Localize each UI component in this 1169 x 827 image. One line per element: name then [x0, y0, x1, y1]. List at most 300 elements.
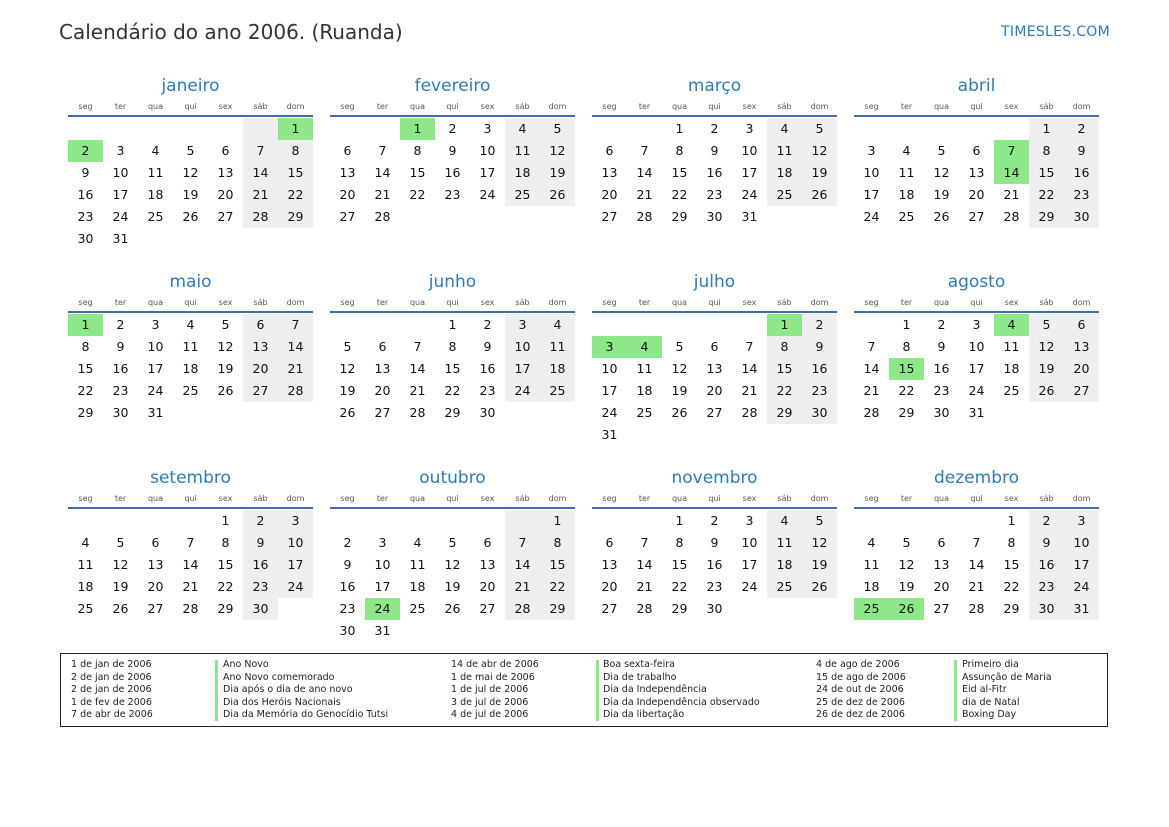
empty-day-cell [994, 118, 1029, 140]
holiday-legend [60, 653, 1108, 727]
weekday-label: sex [480, 494, 495, 503]
day-cell: 14 [374, 165, 391, 180]
day-cell: 27 [1064, 380, 1099, 402]
day-cell: 28 [863, 405, 880, 420]
weekday-label: seg [602, 102, 617, 111]
day-cell: 21 [278, 358, 313, 380]
legend-names-column-2 [603, 659, 760, 722]
legend-holiday-marker [596, 660, 599, 721]
day-cell: 16 [77, 187, 94, 202]
day-cell: 31 [741, 209, 758, 224]
day-cell: 30 [112, 405, 129, 420]
weekday-label: qui [446, 298, 459, 307]
weekday-header [592, 98, 837, 117]
month-fevereiro [330, 74, 575, 228]
legend-date: 25 de dez de 2006 [816, 696, 905, 708]
day-cell: 15 [217, 557, 234, 572]
day-cell: 9 [710, 535, 719, 550]
day-grid [68, 509, 313, 620]
day-cell: 25 [182, 383, 199, 398]
empty-day-cell [592, 118, 627, 140]
holiday-day-cell: 25 [854, 598, 889, 620]
legend-date: 1 de mai de 2006 [451, 671, 535, 683]
day-cell: 21 [182, 579, 199, 594]
day-cell: 26 [112, 601, 129, 616]
day-cell: 24 [601, 405, 618, 420]
day-cell: 16 [339, 579, 356, 594]
day-cell: 22 [671, 187, 688, 202]
day-cell: 10 [601, 361, 618, 376]
day-cell: 25 [77, 601, 94, 616]
day-cell: 14 [505, 554, 540, 576]
day-cell: 17 [479, 165, 496, 180]
weekday-label: seg [78, 102, 93, 111]
day-cell: 22 [1003, 579, 1020, 594]
empty-day-cell [208, 118, 243, 140]
holiday-day-cell: 15 [889, 358, 924, 380]
day-cell: 18 [767, 554, 802, 576]
holiday-day-cell: 1 [400, 118, 435, 140]
day-cell: 6 [1064, 314, 1099, 336]
day-cell: 6 [710, 339, 719, 354]
weekday-label: ter [376, 494, 389, 503]
weekday-label: qua [409, 102, 426, 111]
day-cell: 24 [968, 383, 985, 398]
day-cell: 22 [409, 187, 426, 202]
day-cell: 30 [243, 598, 278, 620]
day-cell: 12 [339, 361, 356, 376]
day-cell: 30 [1029, 598, 1064, 620]
weekday-label: sex [480, 102, 495, 111]
day-cell: 24 [1064, 576, 1099, 598]
day-cell: 19 [1029, 358, 1064, 380]
month-name: junho [428, 272, 477, 292]
day-cell: 16 [933, 361, 950, 376]
legend-names-column-3 [962, 659, 1052, 722]
day-cell: 5 [540, 118, 575, 140]
day-cell: 10 [278, 532, 313, 554]
empty-day-cell [959, 118, 994, 140]
weekday-label: dom [286, 494, 305, 503]
day-cell: 7 [378, 143, 387, 158]
month-name: agosto [947, 272, 1006, 292]
weekday-label: seg [340, 102, 355, 111]
day-cell: 4 [81, 535, 90, 550]
holiday-day-cell: 4 [994, 314, 1029, 336]
empty-day-cell [889, 510, 924, 532]
empty-day-cell [627, 118, 662, 140]
day-cell: 20 [243, 358, 278, 380]
day-cell: 13 [1064, 336, 1099, 358]
day-cell: 22 [217, 579, 234, 594]
brand-logo[interactable]: TIMESLES.COM [1001, 24, 1110, 40]
day-cell: 2 [710, 513, 719, 528]
day-cell: 10 [479, 143, 496, 158]
empty-day-cell [400, 314, 435, 336]
day-cell: 9 [343, 557, 352, 572]
day-cell: 14 [278, 336, 313, 358]
month-name: julho [693, 272, 736, 292]
weekday-header [854, 490, 1099, 509]
empty-day-cell [697, 314, 732, 336]
day-cell: 29 [767, 402, 802, 424]
legend-holiday-name: Primeiro dia [962, 659, 1019, 670]
day-cell: 12 [444, 557, 461, 572]
empty-day-cell [103, 510, 138, 532]
day-cell: 11 [863, 557, 880, 572]
day-cell: 4 [767, 118, 802, 140]
day-cell: 25 [409, 601, 426, 616]
day-cell: 1 [448, 317, 457, 332]
weekday-label: sex [480, 298, 495, 307]
weekday-label: qua [933, 494, 950, 503]
weekday-label: dom [810, 494, 829, 503]
holiday-day-cell: 4 [627, 336, 662, 358]
day-cell: 26 [540, 184, 575, 206]
day-cell: 28 [741, 405, 758, 420]
day-cell: 31 [147, 405, 164, 420]
day-cell: 8 [1007, 535, 1016, 550]
weekday-label: ter [638, 494, 651, 503]
weekday-label: dom [810, 298, 829, 307]
holiday-day-cell: 14 [994, 162, 1029, 184]
day-grid [330, 117, 575, 228]
weekday-label: qua [409, 298, 426, 307]
day-cell: 8 [540, 532, 575, 554]
legend-dates-column-1 [71, 659, 153, 722]
holiday-day-cell: 24 [365, 598, 400, 620]
day-cell: 17 [741, 557, 758, 572]
day-cell: 22 [278, 184, 313, 206]
day-cell: 2 [343, 535, 352, 550]
day-grid [592, 117, 837, 228]
weekday-label: qui [708, 494, 721, 503]
month-abril [854, 74, 1099, 228]
month-julho [592, 270, 837, 446]
day-cell: 28 [182, 601, 199, 616]
weekday-label: seg [602, 298, 617, 307]
weekday-label: ter [900, 102, 913, 111]
weekday-label: ter [114, 298, 127, 307]
day-cell: 17 [863, 187, 880, 202]
legend-date: 4 de ago de 2006 [816, 659, 900, 670]
day-cell: 1 [1007, 513, 1016, 528]
day-cell: 25 [540, 380, 575, 402]
day-cell: 30 [933, 405, 950, 420]
day-cell: 22 [767, 380, 802, 402]
weekday-label: qua [933, 102, 950, 111]
weekday-label: dom [548, 298, 567, 307]
day-cell: 20 [968, 187, 985, 202]
day-cell: 19 [540, 162, 575, 184]
day-cell: 2 [937, 317, 946, 332]
day-cell: 2 [483, 317, 492, 332]
weekday-label: qua [147, 494, 164, 503]
weekday-label: dom [286, 298, 305, 307]
legend-date: 26 de dez de 2006 [816, 709, 905, 720]
day-cell: 13 [601, 165, 618, 180]
day-cell: 27 [933, 601, 950, 616]
day-cell: 7 [640, 143, 649, 158]
day-cell: 5 [802, 510, 837, 532]
day-cell: 13 [217, 165, 234, 180]
day-grid [68, 117, 313, 250]
day-cell: 8 [675, 535, 684, 550]
weekday-label: ter [114, 102, 127, 111]
day-cell: 28 [1003, 209, 1020, 224]
day-cell: 28 [374, 209, 391, 224]
weekday-label: ter [376, 298, 389, 307]
legend-holiday-name: Dia após o dia de ano novo [223, 684, 353, 695]
holiday-day-cell: 1 [68, 314, 103, 336]
day-cell: 14 [636, 165, 653, 180]
weekday-label: qui [708, 102, 721, 111]
day-cell: 18 [147, 187, 164, 202]
weekday-label: sáb [777, 494, 792, 503]
day-cell: 28 [505, 598, 540, 620]
day-cell: 8 [767, 336, 802, 358]
day-cell: 15 [540, 554, 575, 576]
day-cell: 6 [937, 535, 946, 550]
day-cell: 30 [339, 623, 356, 638]
day-cell: 14 [243, 162, 278, 184]
weekday-label: qua [409, 494, 426, 503]
day-cell: 20 [1064, 358, 1099, 380]
day-cell: 16 [1029, 554, 1064, 576]
day-cell: 25 [505, 184, 540, 206]
legend-holiday-name: Dia da Independência [603, 684, 707, 695]
day-cell: 31 [601, 427, 618, 442]
holiday-day-cell: 26 [889, 598, 924, 620]
weekday-label: sáb [1039, 102, 1054, 111]
day-cell: 28 [968, 601, 985, 616]
day-cell: 23 [112, 383, 129, 398]
day-cell: 7 [745, 339, 754, 354]
empty-day-cell [854, 118, 889, 140]
day-cell: 23 [444, 187, 461, 202]
day-cell: 2 [710, 121, 719, 136]
day-cell: 29 [1003, 601, 1020, 616]
day-cell: 7 [867, 339, 876, 354]
weekday-label: qui [184, 102, 197, 111]
weekday-label: dom [548, 102, 567, 111]
weekday-header [330, 98, 575, 117]
legend-date: 14 de abr de 2006 [451, 659, 539, 670]
day-cell: 17 [1064, 554, 1099, 576]
day-cell: 5 [116, 535, 125, 550]
day-cell: 21 [374, 187, 391, 202]
day-grid [854, 509, 1099, 620]
day-cell: 18 [505, 162, 540, 184]
day-cell: 17 [968, 361, 985, 376]
day-cell: 29 [444, 405, 461, 420]
weekday-label: dom [1072, 494, 1091, 503]
weekday-label: qui [970, 298, 983, 307]
day-cell: 14 [741, 361, 758, 376]
day-cell: 18 [409, 579, 426, 594]
empty-day-cell [627, 314, 662, 336]
day-cell: 29 [671, 601, 688, 616]
day-cell: 10 [741, 535, 758, 550]
day-cell: 18 [77, 579, 94, 594]
day-cell: 5 [186, 143, 195, 158]
holiday-day-cell: 1 [278, 118, 313, 140]
weekday-label: sex [218, 102, 233, 111]
day-cell: 11 [505, 140, 540, 162]
day-cell: 22 [671, 579, 688, 594]
day-cell: 2 [1029, 510, 1064, 532]
weekday-label: qua [671, 298, 688, 307]
day-cell: 15 [409, 165, 426, 180]
day-cell: 11 [77, 557, 94, 572]
day-cell: 27 [968, 209, 985, 224]
day-cell: 3 [1064, 510, 1099, 532]
day-cell: 10 [741, 143, 758, 158]
month-janeiro [68, 74, 313, 250]
day-cell: 21 [636, 579, 653, 594]
day-cell: 7 [505, 532, 540, 554]
day-cell: 21 [741, 383, 758, 398]
day-cell: 25 [767, 576, 802, 598]
legend-names-column-1 [223, 659, 388, 722]
day-cell: 9 [81, 165, 90, 180]
weekday-label: ter [114, 494, 127, 503]
day-cell: 8 [675, 143, 684, 158]
day-cell: 27 [601, 209, 618, 224]
day-cell: 24 [741, 579, 758, 594]
legend-date: 1 de jan de 2006 [71, 659, 152, 670]
day-cell: 23 [1064, 184, 1099, 206]
day-cell: 4 [186, 317, 195, 332]
weekday-label: dom [548, 494, 567, 503]
weekday-header [68, 98, 313, 117]
weekday-label: seg [864, 102, 879, 111]
day-cell: 27 [374, 405, 391, 420]
weekday-label: ter [376, 102, 389, 111]
day-cell: 8 [413, 143, 422, 158]
month-junho [330, 270, 575, 424]
weekday-header [330, 294, 575, 313]
day-cell: 22 [444, 383, 461, 398]
weekday-label: qua [147, 298, 164, 307]
day-cell: 6 [605, 143, 614, 158]
empty-day-cell [592, 314, 627, 336]
empty-day-cell [365, 510, 400, 532]
legend-dates-column-2 [451, 659, 539, 722]
day-cell: 4 [413, 535, 422, 550]
day-cell: 6 [972, 143, 981, 158]
day-cell: 5 [448, 535, 457, 550]
empty-day-cell [592, 510, 627, 532]
day-cell: 7 [413, 339, 422, 354]
weekday-label: sáb [777, 102, 792, 111]
day-cell: 13 [147, 557, 164, 572]
day-cell: 4 [902, 143, 911, 158]
day-cell: 23 [77, 209, 94, 224]
day-cell: 24 [479, 187, 496, 202]
day-cell: 17 [112, 187, 129, 202]
day-cell: 11 [767, 532, 802, 554]
day-cell: 23 [706, 579, 723, 594]
day-cell: 9 [1029, 532, 1064, 554]
day-cell: 3 [116, 143, 125, 158]
day-cell: 11 [147, 165, 164, 180]
day-cell: 27 [147, 601, 164, 616]
day-cell: 4 [540, 314, 575, 336]
day-cell: 11 [767, 140, 802, 162]
day-cell: 11 [182, 339, 199, 354]
day-cell: 2 [243, 510, 278, 532]
legend-date: 4 de jul de 2006 [451, 709, 529, 720]
legend-holiday-marker [954, 660, 957, 721]
day-cell: 30 [77, 231, 94, 246]
weekday-header [68, 294, 313, 313]
empty-day-cell [732, 314, 767, 336]
day-cell: 23 [1029, 576, 1064, 598]
day-cell: 22 [898, 383, 915, 398]
empty-day-cell [330, 118, 365, 140]
weekday-label: qui [184, 298, 197, 307]
day-cell: 18 [540, 358, 575, 380]
day-cell: 10 [147, 339, 164, 354]
day-cell: 21 [409, 383, 426, 398]
day-cell: 20 [479, 579, 496, 594]
day-cell: 13 [933, 557, 950, 572]
weekday-label: ter [638, 102, 651, 111]
day-cell: 20 [374, 383, 391, 398]
day-cell: 26 [444, 601, 461, 616]
day-cell: 26 [802, 576, 837, 598]
day-cell: 13 [479, 557, 496, 572]
weekday-label: sáb [515, 494, 530, 503]
day-cell: 14 [636, 557, 653, 572]
legend-date: 2 de jan de 2006 [71, 684, 152, 695]
day-cell: 18 [636, 383, 653, 398]
day-cell: 25 [767, 184, 802, 206]
day-cell: 25 [636, 405, 653, 420]
weekday-label: dom [286, 102, 305, 111]
day-cell: 10 [863, 165, 880, 180]
day-cell: 20 [933, 579, 950, 594]
day-cell: 13 [339, 165, 356, 180]
day-grid [592, 509, 837, 620]
page-title: Calendário do ano 2006. (Ruanda) [59, 20, 403, 44]
day-cell: 5 [1029, 314, 1064, 336]
day-cell: 15 [767, 358, 802, 380]
weekday-label: seg [340, 298, 355, 307]
day-cell: 9 [448, 143, 457, 158]
day-cell: 3 [972, 317, 981, 332]
day-cell: 15 [77, 361, 94, 376]
day-cell: 27 [706, 405, 723, 420]
day-cell: 21 [505, 576, 540, 598]
holiday-day-cell: 2 [68, 140, 103, 162]
weekday-label: qui [184, 494, 197, 503]
weekday-label: sex [742, 298, 757, 307]
day-cell: 7 [186, 535, 195, 550]
empty-day-cell [365, 314, 400, 336]
legend-date: 15 de ago de 2006 [816, 671, 906, 683]
day-cell: 22 [77, 383, 94, 398]
day-cell: 31 [374, 623, 391, 638]
day-cell: 23 [479, 383, 496, 398]
day-cell: 9 [483, 339, 492, 354]
day-cell: 26 [217, 383, 234, 398]
day-cell: 28 [243, 206, 278, 228]
day-cell: 7 [243, 140, 278, 162]
weekday-label: sex [1004, 298, 1019, 307]
day-cell: 6 [483, 535, 492, 550]
